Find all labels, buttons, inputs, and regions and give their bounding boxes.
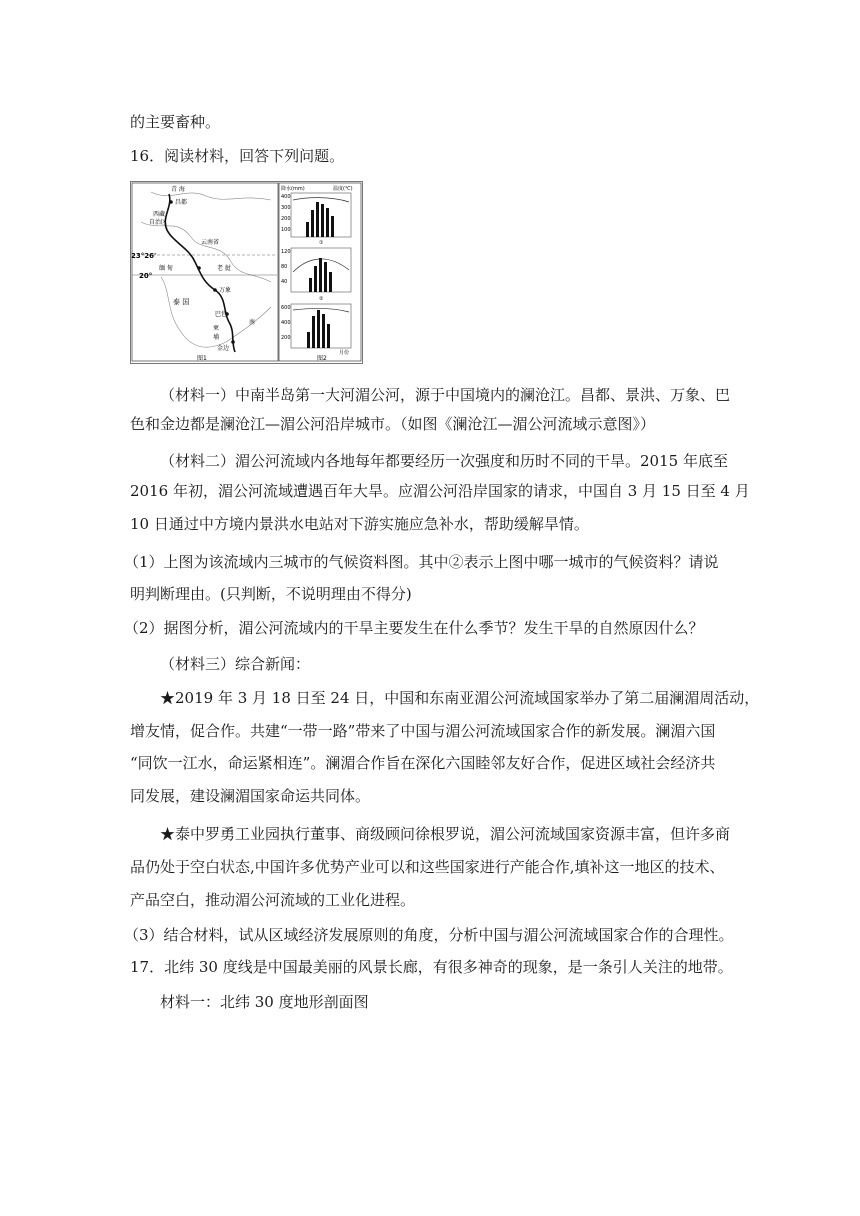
- svg-text:月份: 月份: [339, 350, 350, 356]
- label-yunnan: 云南省: [201, 239, 220, 246]
- svg-text:40: 40: [281, 279, 288, 285]
- question-1-line-a: （1）上图为该流域内三城市的气候资料图。其中②表示上图中哪一城市的气候资料？请说: [124, 553, 719, 571]
- label-fig2: 图2: [317, 355, 327, 362]
- material-3-title: （材料三）综合新闻：: [160, 655, 311, 673]
- news-2-line-b: 品仍处于空白状态,中国许多优势产业可以和这些国家进行产能合作,填补这一地区的技术、: [130, 858, 725, 876]
- svg-text:120: 120: [281, 249, 291, 255]
- climate-chart-1: [281, 193, 351, 246]
- mekong-figure: [130, 181, 363, 364]
- label-fig1: 图1: [197, 355, 207, 362]
- label-myanmar: 缅 甸: [159, 265, 173, 272]
- label-xizang: 西藏: [153, 211, 166, 218]
- climate-chart-3: [281, 304, 351, 362]
- material-1-line-a: （材料一）中南半岛第一大河湄公河，源于中国境内的澜沧江。昌都、景洪、万象、巴: [160, 386, 731, 404]
- material-2-line-c: 10 日通过中方境内景洪水电站对下游实施应急补水，帮助缓解旱情。: [130, 515, 589, 533]
- svg-text:80: 80: [281, 264, 288, 270]
- svg-text:①: ①: [319, 240, 324, 246]
- news-1-line-d: 同发展，建设澜湄国家命运共同体。: [130, 787, 371, 805]
- label-lat2: 20°: [139, 272, 153, 280]
- mekong-figure-svg: [131, 182, 362, 363]
- label-pakse: 巴色: [215, 311, 228, 318]
- svg-text:400: 400: [281, 194, 291, 200]
- label-cambodia2: 埔: [213, 334, 220, 341]
- label-lat1: 23°26': [131, 252, 157, 260]
- svg-text:200: 200: [281, 216, 291, 222]
- svg-text:300: 300: [281, 205, 291, 211]
- label-laos: 老 挝: [217, 265, 231, 272]
- label-vietnam: 南: [249, 319, 256, 326]
- label-cambodia: 柬: [213, 325, 220, 332]
- question-16-title: 16．阅读材料，回答下列问题。: [130, 147, 345, 165]
- news-1-line-b: 增友情，促合作。共建“一带一路”带来了中国与湄公河流域国家合作的新发展。澜湄六国: [130, 722, 716, 740]
- label-zizhiqu: 自治区: [149, 219, 168, 226]
- news-1-line-c: “同饮一江水，命运紧相连”。澜湄合作旨在深化六国睦邻友好合作，促进区域社会经济共: [130, 754, 716, 772]
- material-2-line-a: （材料二）湄公河流域内各地每年都要经历一次强度和历时不同的干旱。2015 年底至: [160, 452, 728, 470]
- svg-text:200: 200: [281, 335, 291, 341]
- news-2-line-a: ★泰中罗勇工业园执行董事、商级顾问徐根罗说，湄公河流域国家资源丰富，但许多商: [160, 825, 731, 843]
- question-2: （2）据图分析，湄公河流域内的干旱主要发生在什么季节？发生干旱的自然原因什么？: [124, 619, 704, 637]
- news-2-line-c: 产品空白，推动湄公河流域的工业化进程。: [130, 891, 416, 909]
- material-2-line-b: 2016 年初，湄公河流域遭遇百年大旱。应湄公河沿岸国家的请求，中国自 3 月 15 日至 4 月: [130, 482, 750, 500]
- question-1-line-b: 明判断理由。(只判断，不说明理由不得分): [130, 585, 412, 603]
- label-phnompenh: 金边: [217, 345, 230, 352]
- label-qinghai: 青 海: [171, 186, 185, 193]
- material-1-line-b: 色和金边都是澜沧江—湄公河沿岸城市。（如图《澜沧江—湄公河流域示意图》）: [130, 415, 656, 433]
- label-changdu: 昌都: [175, 199, 188, 206]
- question-17-material-1: 材料一：北纬 30 度地形剖面图: [160, 993, 369, 1011]
- line-0: 的主要畜种。: [130, 113, 221, 131]
- news-1-line-a: ★2019 年 3 月 18 日至 24 日，中国和东南亚湄公河流域国家举办了第二届澜湄周活动，: [160, 689, 760, 707]
- label-temp: 温度(℃): [333, 186, 353, 192]
- svg-text:100: 100: [281, 227, 291, 233]
- label-thailand: 泰 国: [173, 298, 190, 306]
- question-17-title: 17．北纬 30 度线是中国最美丽的风景长廊，有很多神奇的现象，是一条引人关注的地带。: [130, 958, 733, 976]
- svg-text:②: ②: [319, 296, 324, 302]
- svg-text:600: 600: [281, 305, 291, 311]
- climate-chart-2: [281, 248, 351, 302]
- label-vientiane: 万象: [219, 287, 232, 294]
- label-precip: 降水(mm): [281, 186, 305, 192]
- question-3: （3）结合材料，试从区域经济发展原则的角度，分析中国与湄公河流域国家合作的合理性。: [124, 926, 734, 944]
- svg-text:400: 400: [281, 320, 291, 326]
